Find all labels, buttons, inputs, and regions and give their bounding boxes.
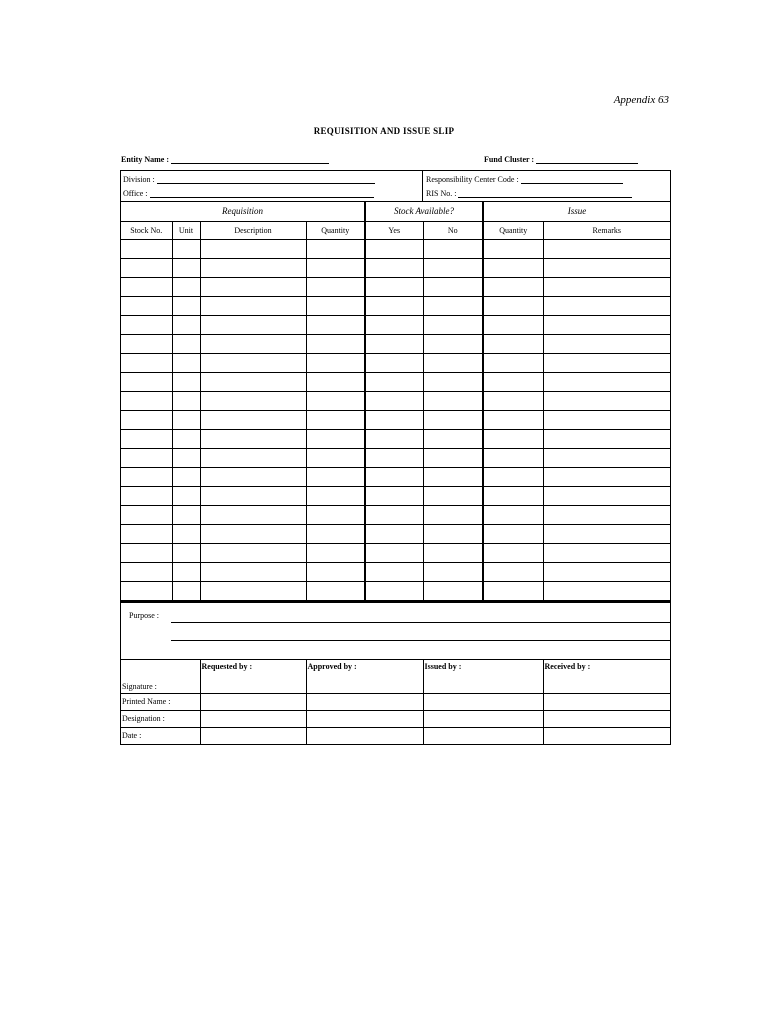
- table-cell[interactable]: [423, 562, 483, 581]
- table-cell[interactable]: [200, 448, 306, 467]
- issued-by-designation[interactable]: [423, 710, 543, 727]
- table-cell[interactable]: [172, 315, 200, 334]
- table-cell[interactable]: [172, 410, 200, 429]
- table-cell[interactable]: [483, 334, 543, 353]
- table-cell[interactable]: [200, 505, 306, 524]
- table-cell[interactable]: [543, 334, 670, 353]
- table-cell[interactable]: [423, 505, 483, 524]
- table-cell[interactable]: [172, 372, 200, 391]
- table-cell[interactable]: [543, 543, 670, 562]
- table-cell[interactable]: [172, 448, 200, 467]
- table-cell[interactable]: [200, 486, 306, 505]
- approved-by-printed-name[interactable]: [306, 693, 423, 710]
- col-description: Description: [200, 221, 306, 239]
- responsibility-center-field[interactable]: [426, 174, 670, 188]
- table-cell[interactable]: [306, 562, 365, 581]
- table-cell[interactable]: [543, 448, 670, 467]
- table-cell[interactable]: [306, 315, 365, 334]
- requested-by-label: Requested by :: [201, 661, 253, 671]
- signatories-table: [121, 659, 670, 745]
- table-cell[interactable]: [483, 505, 543, 524]
- table-cell[interactable]: [543, 391, 670, 410]
- table-cell[interactable]: [543, 429, 670, 448]
- table-cell[interactable]: [306, 258, 365, 277]
- office-label: Office :: [123, 189, 148, 198]
- fund-cluster-label: Fund Cluster :: [484, 155, 535, 164]
- table-cell[interactable]: [365, 429, 423, 448]
- table-cell[interactable]: [543, 315, 670, 334]
- received-by-date[interactable]: [543, 727, 670, 744]
- table-cell[interactable]: [365, 258, 423, 277]
- form-header: [121, 171, 670, 202]
- table-cell[interactable]: [306, 581, 365, 600]
- table-cell[interactable]: [543, 410, 670, 429]
- table-cell[interactable]: [365, 315, 423, 334]
- issued-by-label: Issued by :: [424, 661, 462, 671]
- table-cell[interactable]: [483, 486, 543, 505]
- table-cell[interactable]: [172, 334, 200, 353]
- col-remarks: Remarks: [543, 221, 670, 239]
- issued-by-date[interactable]: [423, 727, 543, 744]
- table-cell[interactable]: [365, 524, 423, 543]
- table-cell[interactable]: [423, 448, 483, 467]
- table-cell[interactable]: [483, 581, 543, 600]
- table-cell[interactable]: [306, 296, 365, 315]
- table-cell[interactable]: [543, 239, 670, 258]
- approved-by-label: Approved by :: [307, 661, 357, 671]
- division-label: Division :: [123, 175, 155, 184]
- table-row: [121, 277, 670, 296]
- table-cell[interactable]: [172, 258, 200, 277]
- table-cell[interactable]: [172, 277, 200, 296]
- table-cell[interactable]: [365, 581, 423, 600]
- table-cell[interactable]: [483, 543, 543, 562]
- table-cell[interactable]: [200, 562, 306, 581]
- approved-by-cell[interactable]: [306, 659, 423, 693]
- table-row: [121, 524, 670, 543]
- table-cell[interactable]: [121, 239, 172, 258]
- entity-name-label: Entity Name :: [121, 155, 169, 164]
- table-cell[interactable]: [365, 353, 423, 372]
- group-issue: Issue: [483, 202, 670, 221]
- table-cell[interactable]: [121, 296, 172, 315]
- table-cell[interactable]: [306, 391, 365, 410]
- table-cell[interactable]: [423, 429, 483, 448]
- table-cell[interactable]: [121, 277, 172, 296]
- fund-cluster-field[interactable]: [484, 154, 638, 164]
- table-cell[interactable]: [423, 353, 483, 372]
- table-cell[interactable]: [543, 486, 670, 505]
- table-cell[interactable]: [200, 467, 306, 486]
- designation-label: Designation :: [121, 710, 200, 727]
- table-cell[interactable]: [200, 334, 306, 353]
- col-issue-quantity: Quantity: [483, 221, 543, 239]
- col-no: No: [423, 221, 483, 239]
- responsibility-center-blank[interactable]: [521, 174, 623, 184]
- table-row: [121, 334, 670, 353]
- table-cell[interactable]: [365, 296, 423, 315]
- table-cell[interactable]: [543, 277, 670, 296]
- appendix-label: Appendix 63: [613, 94, 669, 106]
- table-cell[interactable]: [121, 448, 172, 467]
- table-cell[interactable]: [423, 296, 483, 315]
- table-cell[interactable]: [423, 315, 483, 334]
- table-row: [121, 581, 670, 600]
- table-cell[interactable]: [483, 410, 543, 429]
- table-cell[interactable]: [365, 505, 423, 524]
- fund-cluster-blank[interactable]: [536, 154, 638, 164]
- items-table: [121, 202, 670, 601]
- table-cell[interactable]: [365, 448, 423, 467]
- table-cell[interactable]: [200, 315, 306, 334]
- requested-by-date[interactable]: [200, 727, 306, 744]
- table-cell[interactable]: [423, 239, 483, 258]
- table-cell[interactable]: [423, 581, 483, 600]
- table-cell[interactable]: [172, 543, 200, 562]
- table-cell[interactable]: [483, 296, 543, 315]
- table-row: [121, 258, 670, 277]
- table-cell[interactable]: [423, 486, 483, 505]
- table-cell[interactable]: [365, 277, 423, 296]
- table-cell[interactable]: [200, 410, 306, 429]
- table-cell[interactable]: [172, 486, 200, 505]
- table-cell[interactable]: [423, 391, 483, 410]
- table-cell[interactable]: [121, 391, 172, 410]
- table-cell[interactable]: [365, 334, 423, 353]
- table-cell[interactable]: [121, 315, 172, 334]
- table-cell[interactable]: [483, 277, 543, 296]
- table-cell[interactable]: [200, 258, 306, 277]
- table-cell[interactable]: [543, 372, 670, 391]
- table-cell[interactable]: [365, 543, 423, 562]
- table-row: [121, 429, 670, 448]
- purpose-section[interactable]: [121, 601, 670, 659]
- responsibility-center-label: Responsibility Center Code :: [426, 175, 519, 184]
- table-cell[interactable]: [172, 239, 200, 258]
- division-blank[interactable]: [157, 174, 375, 184]
- table-cell[interactable]: [200, 391, 306, 410]
- item-rows: [121, 239, 670, 600]
- table-cell[interactable]: [423, 467, 483, 486]
- requested-by-designation[interactable]: [200, 710, 306, 727]
- entity-name-blank[interactable]: [171, 154, 329, 164]
- ris-form: [120, 170, 671, 745]
- requested-by-cell[interactable]: [200, 659, 306, 693]
- table-cell[interactable]: [423, 258, 483, 277]
- table-cell[interactable]: [306, 505, 365, 524]
- table-cell[interactable]: [306, 353, 365, 372]
- table-cell[interactable]: [121, 581, 172, 600]
- table-cell[interactable]: [543, 467, 670, 486]
- table-cell[interactable]: [121, 429, 172, 448]
- table-cell[interactable]: [423, 334, 483, 353]
- received-by-cell[interactable]: [543, 659, 670, 693]
- table-cell[interactable]: [543, 562, 670, 581]
- table-cell[interactable]: [121, 467, 172, 486]
- table-cell[interactable]: [172, 429, 200, 448]
- table-row: [121, 391, 670, 410]
- table-cell[interactable]: [306, 410, 365, 429]
- table-cell[interactable]: [483, 448, 543, 467]
- table-row: [121, 239, 670, 258]
- table-row: [121, 467, 670, 486]
- table-row: [121, 372, 670, 391]
- table-cell[interactable]: [121, 353, 172, 372]
- table-cell[interactable]: [306, 239, 365, 258]
- table-cell[interactable]: [200, 353, 306, 372]
- table-cell[interactable]: [121, 410, 172, 429]
- table-cell[interactable]: [200, 429, 306, 448]
- table-cell[interactable]: [172, 296, 200, 315]
- approved-by-date[interactable]: [306, 727, 423, 744]
- entity-name-field[interactable]: [121, 154, 329, 164]
- table-cell[interactable]: [121, 562, 172, 581]
- division-field[interactable]: [123, 174, 422, 188]
- table-cell[interactable]: [306, 543, 365, 562]
- table-cell[interactable]: [483, 372, 543, 391]
- table-cell[interactable]: [483, 353, 543, 372]
- table-cell[interactable]: [543, 505, 670, 524]
- table-cell[interactable]: [121, 543, 172, 562]
- table-cell[interactable]: [200, 296, 306, 315]
- approved-by-designation[interactable]: [306, 710, 423, 727]
- office-blank[interactable]: [150, 188, 374, 198]
- table-cell[interactable]: [483, 562, 543, 581]
- table-cell[interactable]: [483, 258, 543, 277]
- table-cell[interactable]: [172, 581, 200, 600]
- requested-by-printed-name[interactable]: [200, 693, 306, 710]
- table-cell[interactable]: [306, 334, 365, 353]
- table-cell[interactable]: [423, 277, 483, 296]
- form-title: REQUISITION AND ISSUE SLIP: [313, 126, 455, 136]
- table-cell[interactable]: [172, 467, 200, 486]
- table-cell[interactable]: [200, 372, 306, 391]
- table-cell[interactable]: [423, 372, 483, 391]
- received-by-label: Received by :: [544, 661, 591, 671]
- table-row: [121, 543, 670, 562]
- table-cell[interactable]: [200, 277, 306, 296]
- col-unit: Unit: [172, 221, 200, 239]
- col-stock-no: Stock No.: [121, 221, 172, 239]
- table-cell[interactable]: [365, 486, 423, 505]
- table-cell[interactable]: [543, 353, 670, 372]
- table-cell[interactable]: [483, 467, 543, 486]
- received-by-printed-name[interactable]: [543, 693, 670, 710]
- table-cell[interactable]: [121, 258, 172, 277]
- table-cell[interactable]: [483, 429, 543, 448]
- table-cell[interactable]: [365, 467, 423, 486]
- table-row: [121, 296, 670, 315]
- ris-no-field[interactable]: [426, 188, 670, 202]
- table-cell[interactable]: [543, 581, 670, 600]
- table-row: [121, 562, 670, 581]
- signature-label: Signature :: [121, 659, 200, 693]
- group-requisition: Requisition: [121, 202, 365, 221]
- table-cell[interactable]: [200, 524, 306, 543]
- table-cell[interactable]: [172, 505, 200, 524]
- table-cell[interactable]: [200, 543, 306, 562]
- table-cell[interactable]: [543, 296, 670, 315]
- table-cell[interactable]: [365, 372, 423, 391]
- table-cell[interactable]: [365, 562, 423, 581]
- col-quantity: Quantity: [306, 221, 365, 239]
- table-cell[interactable]: [172, 353, 200, 372]
- purpose-line-1[interactable]: [171, 622, 670, 623]
- table-cell[interactable]: [365, 391, 423, 410]
- table-cell[interactable]: [483, 524, 543, 543]
- office-field[interactable]: [123, 188, 422, 202]
- table-cell[interactable]: [365, 239, 423, 258]
- issued-by-cell[interactable]: [423, 659, 543, 693]
- table-row: [121, 410, 670, 429]
- table-row: [121, 448, 670, 467]
- table-cell[interactable]: [172, 391, 200, 410]
- table-cell[interactable]: [306, 448, 365, 467]
- purpose-label: Purpose :: [129, 610, 159, 620]
- table-cell[interactable]: [306, 277, 365, 296]
- table-cell[interactable]: [483, 239, 543, 258]
- table-cell[interactable]: [121, 524, 172, 543]
- table-cell[interactable]: [306, 486, 365, 505]
- table-cell[interactable]: [121, 505, 172, 524]
- date-label: Date :: [121, 727, 200, 744]
- table-cell[interactable]: [306, 429, 365, 448]
- issued-by-printed-name[interactable]: [423, 693, 543, 710]
- table-cell[interactable]: [172, 524, 200, 543]
- table-cell[interactable]: [423, 410, 483, 429]
- table-cell[interactable]: [200, 581, 306, 600]
- table-cell[interactable]: [483, 391, 543, 410]
- table-cell[interactable]: [121, 334, 172, 353]
- table-cell[interactable]: [306, 524, 365, 543]
- table-row: [121, 486, 670, 505]
- table-cell[interactable]: [306, 372, 365, 391]
- ris-no-label: RIS No. :: [426, 189, 457, 198]
- table-cell[interactable]: [121, 372, 172, 391]
- printed-name-label: Printed Name :: [121, 693, 200, 710]
- table-cell[interactable]: [423, 543, 483, 562]
- table-cell[interactable]: [483, 315, 543, 334]
- table-row: [121, 505, 670, 524]
- table-cell[interactable]: [121, 486, 172, 505]
- table-row: [121, 353, 670, 372]
- table-cell[interactable]: [365, 410, 423, 429]
- table-cell[interactable]: [423, 524, 483, 543]
- table-row: [121, 315, 670, 334]
- table-cell[interactable]: [306, 467, 365, 486]
- purpose-line-2[interactable]: [171, 640, 670, 641]
- table-cell[interactable]: [543, 258, 670, 277]
- col-yes: Yes: [365, 221, 423, 239]
- table-cell[interactable]: [200, 239, 306, 258]
- ris-no-blank[interactable]: [458, 188, 632, 198]
- table-cell[interactable]: [172, 562, 200, 581]
- group-stock-available: Stock Available?: [365, 202, 483, 221]
- table-cell[interactable]: [543, 524, 670, 543]
- received-by-designation[interactable]: [543, 710, 670, 727]
